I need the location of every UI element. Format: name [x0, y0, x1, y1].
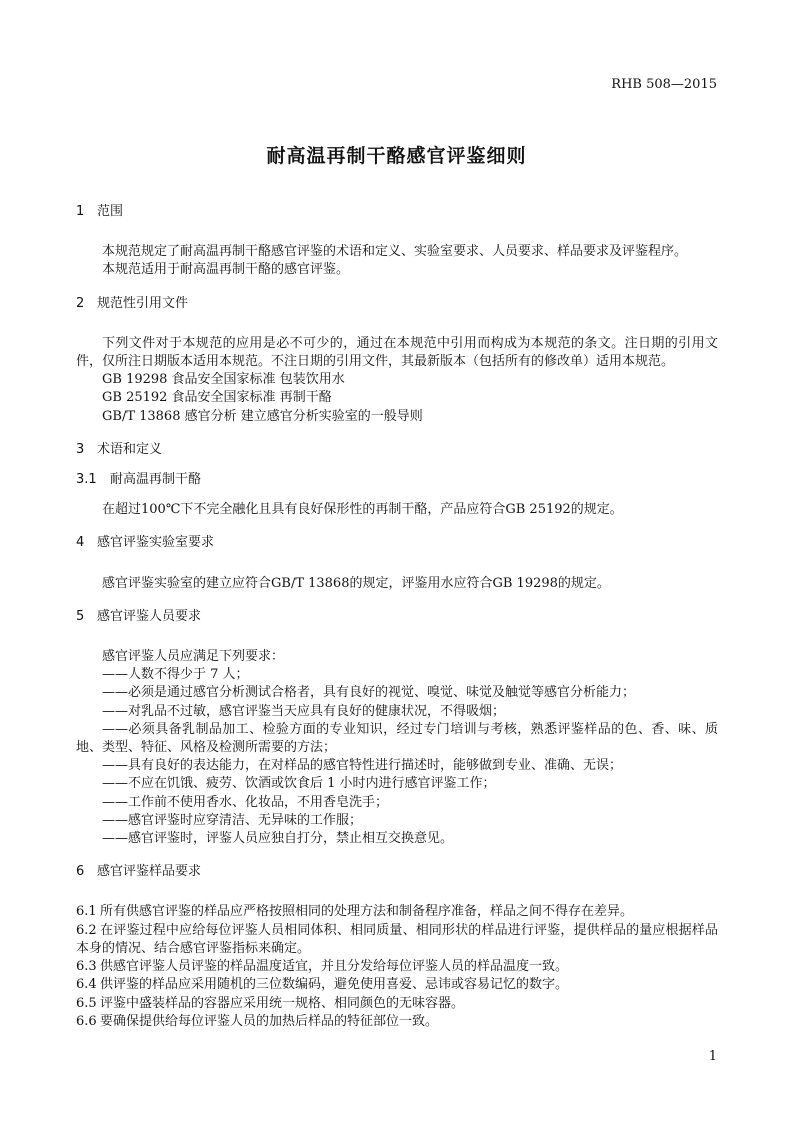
list-item: ——感官评鉴时应穿清洁、无异味的工作服；: [102, 812, 363, 828]
paragraph: 本规范规定了耐高温再制干酪感官评鉴的术语和定义、实验室要求、人员要求、样品要求及评鉴程序。: [102, 244, 688, 260]
section-heading-2: [76, 295, 718, 313]
standard-code: RHB 508—2015: [611, 77, 717, 92]
page-number: 1: [708, 1049, 717, 1064]
reference-item: GB 19298 食品安全国家标准 包装饮用水: [102, 372, 345, 388]
section-heading-5: [76, 608, 718, 626]
subsection-heading-3-1: [76, 471, 718, 489]
clause-text: 供感官评鉴人员评鉴的样品温度适宜，并且分发给每位评鉴人员的样品温度一致。: [100, 959, 569, 975]
clause-text: 供评鉴的样品应采用随机的三位数编码，避免使用喜爱、忌讳或容易记忆的数字。: [100, 977, 569, 993]
paragraph: 下列文件对于本规范的应用是必不可少的，通过在本规范中引用而构成为本规范的条文。注日期的引用文件，仅所注日期版本适用本规范。不注日期的引用文件，其最新版本（包括所有的修改单）适用本规范。: [76, 335, 718, 370]
section-title: 术语和定义: [97, 441, 163, 457]
section-title: 感官评鉴人员要求: [97, 608, 202, 624]
clause-text: 所有供感官评鉴的样品应严格按照相同的处理方法和制备程序准备，样品之间不得存在差异。: [100, 904, 634, 920]
list-item: ——感官评鉴时，评鉴人员应独自打分，禁止相互交换意见。: [102, 831, 454, 847]
clause-text: 评鉴中盛装样品的容器应采用统一规格、相同颜色的无味容器。: [100, 995, 465, 1011]
clause-text: 在评鉴过程中应给每位评鉴人员相同体积、相同质量、相同形状的样品进行评鉴，提供样品的量应根据样品本身的情况、结合感官评鉴指标来确定。: [76, 922, 718, 956]
section-heading-1: [76, 203, 718, 221]
section-heading-3: [76, 441, 718, 459]
list-item: ——具有良好的表达能力，在对样品的感官特性进行描述时，能够做到专业、准确、无误；: [102, 758, 623, 774]
list-item: ——对乳品不过敏，感官评鉴当天应具有良好的健康状况，不得吸烟；: [102, 703, 506, 719]
document-title: 耐高温再制干酪感官评鉴细则: [266, 145, 527, 167]
reference-item: GB/T 13868 感官分析 建立感官分析实验室的一般导则: [102, 408, 423, 424]
list-item: ——不应在饥饿、疲劳、饮酒或饮食后 1 小时内进行感官评鉴工作；: [102, 776, 496, 792]
subsection-title: 耐高温再制干酪: [110, 472, 202, 488]
clause-number: 6.6: [76, 1013, 97, 1029]
section-number: 1: [76, 204, 85, 219]
clause-item: [76, 1013, 718, 1031]
clause-text: 要确保提供给每位评鉴人员的加热后样品的特征部位一致。: [100, 1013, 439, 1029]
clause-item: [76, 958, 718, 976]
paragraph: 在超过100℃下不完全融化且具有良好保形性的再制干酪，产品应符合GB 25192的规定。: [102, 502, 623, 518]
subsection-number: 3.1: [76, 472, 97, 488]
clause-item: [76, 922, 718, 958]
section-number: 3: [76, 441, 85, 457]
section-number: 5: [76, 608, 85, 624]
section-heading-6: [76, 863, 718, 881]
section-number: 4: [76, 535, 85, 551]
clause-item: [76, 903, 718, 921]
section-title: 规范性引用文件: [97, 295, 189, 311]
paragraph: 本规范适用于耐高温再制干酪的感官评鉴。: [102, 262, 350, 278]
reference-item: GB 25192 食品安全国家标准 再制干酪: [102, 390, 332, 406]
section-heading-4: [76, 534, 718, 552]
list-item: ——工作前不使用香水、化妆品，不用香皂洗手；: [102, 794, 389, 810]
list-item: ——人数不得少于 7 人；: [102, 667, 249, 683]
list-item: ——必须是通过感官分析测试合格者，具有良好的视觉、嗅觉、味觉及触觉等感官分析能力；: [102, 685, 636, 701]
section-number: 2: [76, 295, 85, 311]
section-number: 6: [76, 864, 85, 880]
clause-number: 6.5: [76, 995, 97, 1011]
clause-number: 6.3: [76, 959, 97, 975]
document-body: [76, 203, 718, 1031]
clause-item: [76, 976, 718, 994]
section-title: 感官评鉴实验室要求: [97, 535, 215, 551]
list-item: ——必须具备乳制品加工、检验方面的专业知识，经过专门培训与考核，熟悉评鉴样品的色、香、味、质地、类型、特征、风格及检测所需要的方法；: [76, 721, 718, 756]
paragraph: 感官评鉴实验室的建立应符合GB/T 13868的规定，评鉴用水应符合GB 19298的规定。: [102, 575, 610, 591]
section-title: 范围: [97, 204, 124, 219]
clause-number: 6.1: [76, 904, 97, 920]
section-title: 感官评鉴样品要求: [97, 864, 202, 880]
clause-number: 6.2: [76, 922, 97, 938]
clause-item: [76, 995, 718, 1013]
paragraph: 感官评鉴人员应满足下列要求：: [102, 649, 285, 665]
clause-number: 6.4: [76, 977, 97, 993]
